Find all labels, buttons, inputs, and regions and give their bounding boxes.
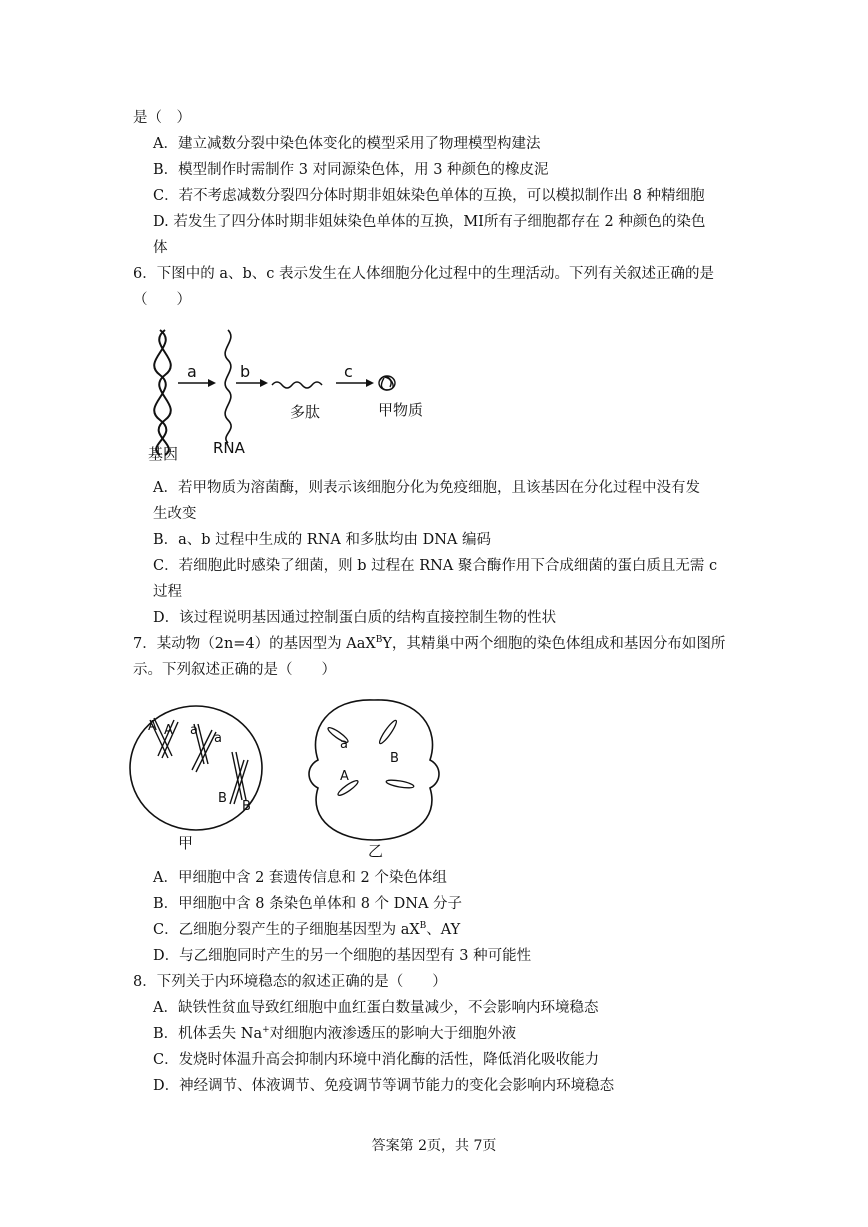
dna-helix-icon: [154, 330, 171, 455]
cell-label-jia: 甲: [178, 834, 194, 852]
q6-option-b: B．a、b 过程中生成的 RNA 和多肽均由 DNA 编码: [153, 532, 491, 548]
label-gene: 基因: [148, 445, 179, 463]
gene-a-upper-2: A: [164, 723, 173, 738]
q6-option-a-line2: 生改变: [153, 506, 197, 522]
polypeptide-icon: [272, 382, 322, 388]
q6-option-a-line1: A．若甲物质为溶菌酶，则表示该细胞分化为免疫细胞，且该基因在分化过程中没有发: [153, 480, 700, 496]
yi-gene-b: B: [390, 751, 399, 766]
q7-stem-line1: 7．某动物（2n=4）的基因型为 AaX$^B$Y，其精巢中两个细胞的染色体组成和基因分布如图所: [133, 635, 726, 652]
gene-b-upper-2: B: [242, 799, 251, 814]
gene-a-lower-2: a: [214, 731, 222, 746]
q6-option-c-line1: C．若细胞此时感染了细菌，则 b 过程在 RNA 聚合酶作用下合成细菌的蛋白质且无需 c: [153, 558, 718, 574]
label-b: b: [240, 362, 251, 381]
gene-b-upper: B: [218, 791, 227, 806]
yi-gene-a: a: [340, 737, 348, 752]
q8-option-b: B．机体丢失 Na+对细胞内液渗透压的影响大于细胞外液: [153, 1025, 517, 1042]
gene-a-upper: A: [148, 719, 157, 734]
label-c: c: [344, 362, 353, 381]
q8-option-c: C．发烧时体温升高会抑制内环境中消化酶的活性，降低消化吸收能力: [153, 1052, 600, 1068]
q8-option-d: D．神经调节、体液调节、免疫调节等调节能力的变化会影响内环境稳态: [153, 1078, 615, 1094]
cell-yi: [309, 700, 439, 860]
q8-stem: 8．下列关于内环境稳态的叙述正确的是（ ）: [133, 974, 447, 990]
q8-option-a: A．缺铁性贫血导致红细胞中血红蛋白数量减少，不会影响内环境稳态: [153, 1000, 599, 1016]
q6-stem-line1: 6．下图中的 a、b、c 表示发生在人体细胞分化过程中的生理活动。下列有关叙述正确的是: [133, 266, 714, 282]
q5-stem-tail: 是（ ）: [133, 110, 191, 126]
cell-jia: [130, 706, 262, 852]
q5-option-c: C．若不考虑减数分裂四分体时期非姐妹染色单体的互换，可以模拟制作出 8 种精细胞: [153, 188, 705, 204]
q6-stem-line2: （ ）: [133, 292, 191, 308]
q7-option-d: D．与乙细胞同时产生的另一个细胞的基因型有 3 种可能性: [153, 948, 532, 964]
label-a: a: [187, 362, 197, 381]
q5-option-d-line1: D. 若发生了四分体时期非姐妹染色单体的互换，MⅠ所有子细胞都存在 2 种颜色的染色: [153, 214, 706, 230]
label-rna: RNA: [213, 439, 245, 457]
q7-option-c: C．乙细胞分裂产生的子细胞基因型为 $aX^B$、AY: [153, 921, 461, 938]
page-footer: 答案第 2页，共 7页: [371, 1138, 497, 1154]
q6-option-c-line2: 过程: [153, 584, 182, 600]
q7-cell-figure: [128, 690, 458, 865]
q7-option-b: B．甲细胞中含 8 条染色单体和 8 个 DNA 分子: [153, 896, 463, 912]
label-substance: 甲物质: [378, 401, 424, 419]
q6-option-d: D．该过程说明基因通过控制蛋白质的结构直接控制生物的性状: [153, 610, 557, 626]
protein-icon: [379, 376, 395, 390]
q5-option-b: B．模型制作时需制作 3 对同源染色体，用 3 种颜色的橡皮泥: [153, 162, 549, 178]
q7-stem-line2: 示。下列叙述正确的是（ ）: [133, 662, 336, 678]
gene-a-lower: a: [190, 723, 198, 738]
q5-option-d-line2: 体: [153, 240, 168, 256]
yi-gene-a-upper: A: [340, 769, 349, 784]
q7-option-a: A．甲细胞中含 2 套遗传信息和 2 个染色体组: [153, 870, 447, 886]
q5-option-a: A．建立减数分裂中染色体变化的模型采用了物理模型构建法: [153, 136, 541, 152]
cell-label-yi: 乙: [368, 842, 384, 860]
rna-strand-icon: [225, 330, 231, 443]
label-peptide: 多肽: [290, 403, 321, 421]
q6-gene-expression-figure: [140, 325, 440, 465]
